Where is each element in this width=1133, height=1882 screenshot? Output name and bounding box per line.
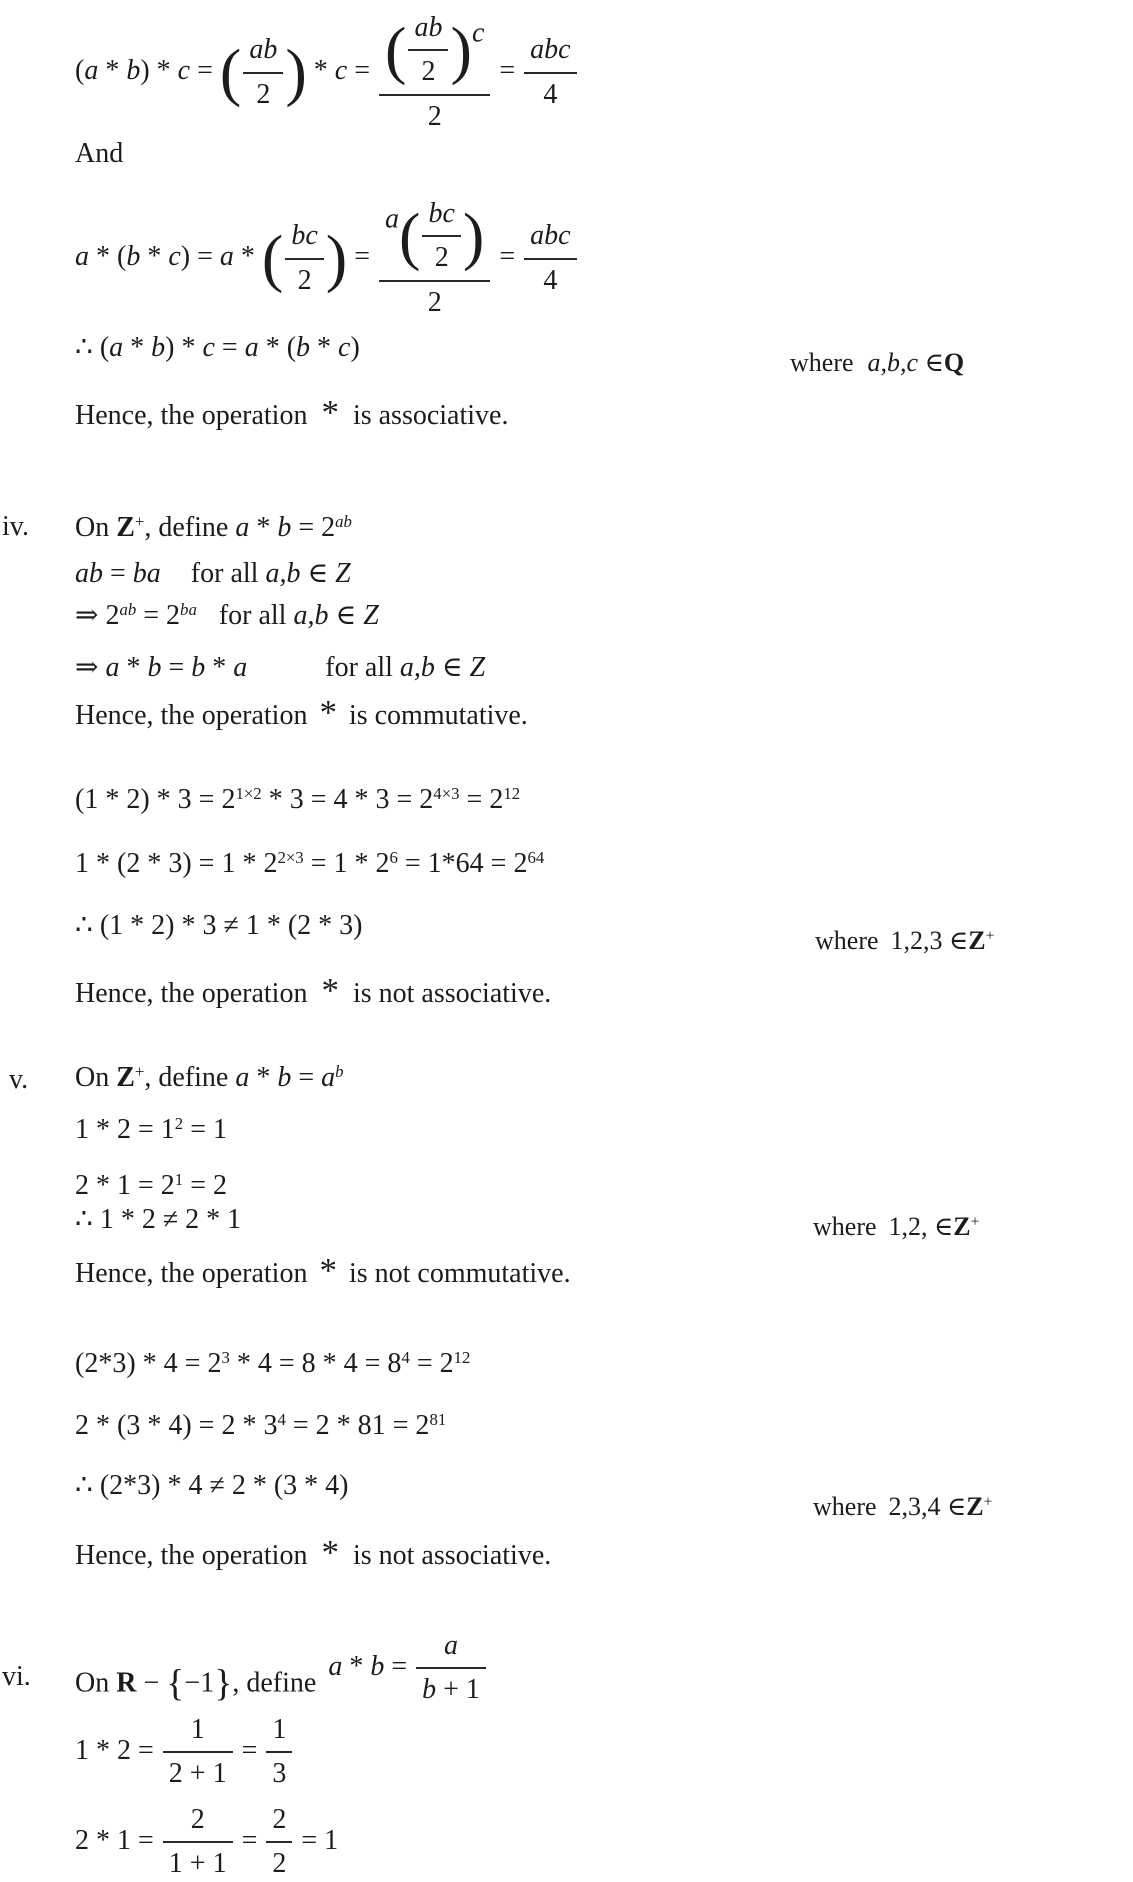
math-text: is not associative. bbox=[352, 978, 552, 1009]
math-var: b bbox=[422, 1674, 437, 1706]
math-text: 2 + 1 bbox=[168, 1758, 227, 1790]
fraction-numerator bbox=[379, 196, 490, 280]
vi-definition bbox=[75, 1628, 488, 1709]
math-superscript: 12 bbox=[453, 1347, 471, 1367]
fraction-denominator bbox=[243, 72, 283, 113]
math-text: ) * bbox=[165, 332, 203, 363]
math-text: 2 bbox=[272, 1804, 287, 1835]
star-operator: * bbox=[319, 693, 337, 732]
v-hence-not-associative bbox=[75, 1530, 551, 1576]
math-text: 4 bbox=[543, 78, 558, 110]
big-brace: { bbox=[166, 1662, 185, 1705]
math-text: * bbox=[140, 241, 169, 273]
math-text: Hence, the operation bbox=[75, 700, 308, 731]
star-operator: * bbox=[321, 393, 339, 432]
hence-associative bbox=[75, 390, 508, 436]
math-fraction bbox=[161, 1802, 235, 1882]
math-var: Z bbox=[363, 600, 379, 631]
math-var: c bbox=[168, 241, 181, 273]
math-text: 2 * 1 = 2 bbox=[75, 1170, 175, 1201]
math-text: * bbox=[306, 55, 335, 87]
math-text: 1,2, ∈ bbox=[888, 1212, 954, 1241]
math-var: b bbox=[277, 512, 292, 543]
math-text: = bbox=[103, 558, 133, 589]
math-var: a bbox=[328, 1650, 343, 1682]
math-superscript: + bbox=[134, 511, 145, 531]
paren-content bbox=[406, 12, 450, 88]
math-text: 3 bbox=[272, 1758, 287, 1790]
math-superscript: 4 bbox=[401, 1347, 410, 1367]
fraction-numerator bbox=[416, 1628, 486, 1667]
math-superscript: 6 bbox=[389, 847, 398, 867]
iv-hence-not-associative bbox=[75, 968, 551, 1014]
math-text: * bbox=[98, 55, 127, 87]
math-text: * bbox=[123, 332, 152, 363]
fraction-denominator bbox=[524, 258, 576, 299]
math-var: a bbox=[235, 512, 250, 543]
math-var: b bbox=[296, 332, 311, 363]
math-var: c bbox=[177, 55, 191, 87]
iv-not-equal bbox=[75, 908, 995, 955]
math-superscript: b bbox=[335, 1061, 344, 1081]
fraction-numerator bbox=[243, 32, 283, 71]
math-text: where bbox=[813, 1492, 877, 1521]
math-text: ∴ 1 * 2 ≠ 2 * 1 bbox=[75, 1204, 242, 1235]
math-text: * 3 = 4 * 3 = 2 bbox=[261, 784, 434, 815]
big-paren: ) bbox=[325, 222, 348, 294]
fraction-denominator bbox=[163, 1751, 233, 1792]
math-text: Hence, the operation bbox=[75, 978, 308, 1009]
math-text: 1 bbox=[190, 1714, 205, 1745]
where-annotation bbox=[815, 924, 994, 958]
v-not-equal-assoc bbox=[75, 1468, 993, 1521]
iv-ab-equals-ba bbox=[75, 556, 351, 592]
math-text: is not commutative. bbox=[348, 1258, 571, 1289]
math-var: ab bbox=[249, 34, 278, 66]
star-operator: * bbox=[321, 971, 339, 1010]
math-superscript: 4×3 bbox=[433, 783, 460, 803]
math-text: * bbox=[233, 241, 262, 273]
vi-one-star-two bbox=[75, 1712, 294, 1793]
big-paren: ( bbox=[385, 14, 407, 86]
math-text: is not associative. bbox=[352, 1540, 552, 1571]
math-text: = bbox=[492, 241, 523, 273]
math-text: = 1 bbox=[183, 1114, 227, 1145]
fraction-denominator bbox=[524, 72, 576, 113]
iv-left-assoc-eval bbox=[75, 782, 520, 818]
math-var: a bbox=[235, 1062, 250, 1093]
math-var: a bbox=[75, 241, 89, 273]
math-text: 2 * 1 = bbox=[75, 1824, 161, 1856]
math-raised-var: a bbox=[385, 203, 400, 235]
math-var: b bbox=[191, 652, 206, 683]
math-superscript: ba bbox=[180, 599, 197, 619]
paren-content bbox=[420, 198, 462, 274]
math-text: 2 bbox=[256, 78, 271, 110]
math-text: On bbox=[75, 1667, 117, 1699]
math-text: ∴ (2*3) * 4 ≠ 2 * (3 * 4) bbox=[75, 1470, 349, 1501]
paren-group bbox=[219, 34, 307, 110]
fraction-numerator bbox=[163, 1712, 233, 1751]
math-text: − bbox=[136, 1667, 167, 1699]
math-superscript: 81 bbox=[429, 1409, 447, 1429]
fraction-numerator bbox=[422, 196, 460, 235]
math-raised-var: c bbox=[471, 17, 485, 49]
math-var: a bbox=[219, 241, 234, 273]
math-text: = bbox=[384, 1650, 415, 1682]
math-text: = 1*64 = 2 bbox=[397, 848, 528, 879]
math-text: where bbox=[815, 926, 879, 955]
math-var: ab bbox=[414, 12, 443, 43]
math-text: = bbox=[190, 55, 220, 87]
math-text: = bbox=[214, 332, 245, 363]
fraction-denominator bbox=[285, 258, 323, 299]
big-paren: ) bbox=[462, 200, 485, 272]
fraction-numerator bbox=[379, 10, 490, 94]
math-set-symbol: Z bbox=[968, 926, 986, 955]
math-text: 2 bbox=[190, 1804, 205, 1835]
big-paren: ) bbox=[285, 36, 307, 108]
math-superscript: 2×3 bbox=[277, 847, 304, 867]
math-text: , define bbox=[232, 1667, 317, 1699]
fraction-numerator bbox=[524, 32, 576, 71]
v-left-assoc-eval bbox=[75, 1346, 470, 1382]
math-text: = bbox=[234, 1824, 265, 1856]
v-right-assoc-eval bbox=[75, 1408, 446, 1444]
math-text: = bbox=[492, 55, 523, 87]
math-superscript: + bbox=[970, 1213, 980, 1231]
math-var: a bbox=[105, 652, 120, 683]
math-fraction bbox=[241, 32, 285, 113]
math-text: is associative. bbox=[352, 400, 509, 431]
math-superscript: ab bbox=[119, 599, 137, 619]
math-fraction bbox=[522, 218, 578, 299]
math-text: * bbox=[119, 652, 148, 683]
math-text: * ( bbox=[89, 241, 127, 273]
math-text: is commutative. bbox=[348, 700, 528, 731]
math-text: = 2 bbox=[459, 784, 504, 815]
math-fraction bbox=[377, 10, 492, 135]
math-text: (2*3) * 4 = 2 bbox=[75, 1348, 222, 1379]
big-paren: ) bbox=[450, 14, 472, 86]
fraction-denominator bbox=[379, 280, 490, 321]
math-text: 1 + 1 bbox=[168, 1848, 227, 1880]
math-text: 2 bbox=[421, 56, 436, 88]
math-text: −1 bbox=[184, 1667, 215, 1699]
math-var: a,b bbox=[399, 652, 435, 683]
math-text: = 2 bbox=[136, 600, 181, 631]
math-set-symbol: Z bbox=[116, 1062, 135, 1093]
math-text: = 1 bbox=[294, 1824, 339, 1856]
math-var: Z bbox=[335, 558, 351, 589]
fraction-numerator bbox=[266, 1802, 292, 1841]
math-text: where bbox=[790, 348, 854, 377]
v-hence-not-commutative bbox=[75, 1248, 571, 1294]
math-text: 2 * (3 * 4) = 2 * 3 bbox=[75, 1410, 278, 1441]
big-brace: } bbox=[214, 1662, 233, 1705]
iv-definition bbox=[75, 510, 352, 546]
math-var: a bbox=[84, 55, 99, 87]
math-text: * bbox=[205, 652, 234, 683]
math-text: * bbox=[342, 1650, 371, 1682]
paren-content bbox=[283, 220, 325, 296]
math-superscript: 1×2 bbox=[235, 783, 262, 803]
math-text: 4 bbox=[543, 264, 558, 296]
assoc-rhs-expansion bbox=[75, 196, 579, 321]
fraction-numerator bbox=[266, 1712, 292, 1751]
math-superscript: 4 bbox=[277, 1409, 286, 1429]
math-var: b bbox=[147, 652, 162, 683]
fraction-denominator bbox=[422, 235, 460, 276]
math-var: a bbox=[233, 652, 248, 683]
math-var: a,b bbox=[265, 558, 301, 589]
math-var: a bbox=[109, 332, 124, 363]
paren-content bbox=[241, 34, 285, 110]
big-paren: ( bbox=[399, 200, 421, 272]
and-connector bbox=[75, 136, 123, 172]
math-superscript: 12 bbox=[503, 783, 521, 803]
assoc-lhs-expansion bbox=[75, 10, 579, 135]
math-text: = 2 bbox=[291, 512, 336, 543]
v-two-star-one bbox=[75, 1168, 227, 1204]
math-superscript: 1 bbox=[174, 1169, 184, 1189]
star-operator: * bbox=[319, 1251, 337, 1290]
math-set-symbol: R bbox=[116, 1667, 137, 1699]
iv-exp-equality bbox=[75, 598, 379, 634]
math-text: = bbox=[234, 1734, 265, 1766]
math-superscript: + bbox=[134, 1061, 145, 1081]
math-text: 1 * (2 * 3) = 1 * 2 bbox=[75, 848, 278, 879]
where-annotation bbox=[790, 346, 964, 380]
fraction-denominator bbox=[266, 1841, 292, 1882]
math-set-symbol: Z bbox=[953, 1212, 971, 1241]
math-var: bc bbox=[291, 220, 318, 252]
math-superscript: 64 bbox=[527, 847, 545, 867]
math-fraction bbox=[264, 1802, 294, 1882]
math-text: ∈ bbox=[918, 348, 944, 377]
math-text: , define bbox=[144, 1062, 236, 1093]
math-var: ba bbox=[132, 558, 161, 589]
math-fraction bbox=[406, 10, 450, 91]
paren-group bbox=[399, 198, 485, 274]
math-text: ) * bbox=[140, 55, 178, 87]
math-text: * ( bbox=[258, 332, 297, 363]
fraction-numerator bbox=[524, 218, 576, 257]
where-annotation bbox=[813, 1490, 992, 1524]
math-fraction bbox=[377, 196, 492, 321]
math-text: = bbox=[347, 241, 378, 273]
math-var: bc bbox=[428, 198, 455, 229]
math-var: a bbox=[444, 1630, 459, 1661]
math-var: c bbox=[338, 332, 351, 363]
math-text: 2 bbox=[427, 100, 442, 132]
big-paren: ( bbox=[261, 222, 284, 294]
math-text: = 1 * 2 bbox=[303, 848, 390, 879]
fraction-denominator bbox=[266, 1751, 292, 1792]
math-text: * bbox=[249, 1062, 278, 1093]
fraction-denominator bbox=[408, 49, 448, 90]
math-text: = 2 bbox=[409, 1348, 454, 1379]
math-text: ∈ bbox=[434, 652, 470, 683]
item-label-iv: iv. bbox=[2, 511, 29, 542]
math-superscript: + bbox=[983, 1493, 993, 1511]
math-text: ⇒ 2 bbox=[75, 600, 120, 631]
paren-group bbox=[261, 220, 348, 296]
item-label-vi: vi. bbox=[2, 1661, 31, 1692]
math-fraction bbox=[522, 32, 578, 113]
math-superscript: + bbox=[985, 927, 995, 945]
math-text: ∴ (1 * 2) * 3 ≠ 1 * (2 * 3) bbox=[75, 910, 363, 941]
math-var: a,b,c bbox=[867, 348, 919, 377]
math-text: * bbox=[310, 332, 339, 363]
math-text: 1,2,3 ∈ bbox=[890, 926, 969, 955]
math-text: ( bbox=[75, 55, 85, 87]
math-text: 1 bbox=[272, 1714, 287, 1745]
math-text: 2,3,4 ∈ bbox=[888, 1492, 967, 1521]
math-text: where bbox=[813, 1212, 877, 1241]
math-var: Z bbox=[469, 652, 486, 683]
math-text: for all bbox=[218, 600, 294, 631]
math-var: b bbox=[370, 1650, 385, 1682]
math-fraction bbox=[264, 1712, 294, 1793]
math-var: a,b bbox=[293, 600, 329, 631]
math-text: On bbox=[75, 512, 117, 543]
math-set-symbol: Q bbox=[943, 348, 965, 377]
math-fraction bbox=[283, 218, 325, 299]
where-annotation bbox=[813, 1210, 979, 1244]
iv-star-commutes bbox=[75, 650, 485, 686]
fraction-denominator bbox=[416, 1667, 486, 1708]
math-text: Hence, the operation bbox=[75, 1540, 308, 1571]
math-fraction bbox=[161, 1712, 235, 1793]
math-text: = bbox=[347, 55, 378, 87]
math-set-symbol: Z bbox=[966, 1492, 984, 1521]
fraction-numerator bbox=[163, 1802, 233, 1841]
math-var: b bbox=[126, 241, 141, 273]
math-superscript: ab bbox=[335, 511, 352, 531]
math-text: (1 * 2) * 3 = 2 bbox=[75, 784, 236, 815]
iv-hence-commutative bbox=[75, 690, 528, 736]
math-text: = 2 bbox=[183, 1170, 227, 1201]
v-one-star-two bbox=[75, 1112, 227, 1148]
math-var: b bbox=[126, 55, 141, 87]
math-var: ab bbox=[75, 558, 103, 589]
item-label-v: v. bbox=[9, 1064, 29, 1095]
fraction-denominator bbox=[163, 1841, 233, 1882]
math-text: , define bbox=[144, 512, 236, 543]
math-text: = bbox=[291, 1062, 322, 1093]
math-set-symbol: Z bbox=[116, 512, 135, 543]
math-text: for all bbox=[190, 558, 266, 589]
raised-formula bbox=[328, 1630, 488, 1706]
fraction-denominator bbox=[379, 94, 490, 135]
math-text: Hence, the operation bbox=[75, 400, 308, 431]
math-text: ∴ ( bbox=[75, 332, 110, 363]
iv-right-assoc-eval bbox=[75, 846, 544, 882]
math-text: ) = bbox=[180, 241, 220, 273]
big-paren: ( bbox=[219, 36, 242, 108]
math-var: b bbox=[277, 1062, 292, 1093]
math-text: for all bbox=[325, 652, 400, 683]
math-text: = bbox=[161, 652, 192, 683]
math-var: c bbox=[202, 332, 215, 363]
math-fraction bbox=[414, 1628, 488, 1709]
math-text: + 1 bbox=[436, 1674, 480, 1706]
math-text: 2 bbox=[297, 264, 312, 296]
math-superscript: 3 bbox=[221, 1347, 230, 1367]
math-text: ∈ bbox=[300, 558, 336, 589]
math-text: * bbox=[249, 512, 278, 543]
fraction-numerator bbox=[285, 218, 323, 257]
math-var: b bbox=[151, 332, 166, 363]
math-var: abc bbox=[530, 220, 571, 252]
math-text: And bbox=[75, 138, 124, 169]
math-text: 1 * 2 = bbox=[75, 1734, 161, 1766]
paren-group bbox=[385, 12, 472, 88]
math-var: abc bbox=[530, 34, 571, 66]
star-operator: * bbox=[321, 1533, 339, 1572]
vi-two-star-one bbox=[75, 1802, 338, 1882]
math-var: c bbox=[334, 55, 348, 87]
math-text: 2 bbox=[427, 286, 442, 318]
v-definition bbox=[75, 1060, 344, 1096]
math-fraction bbox=[420, 196, 462, 277]
v-not-equal bbox=[75, 1202, 980, 1241]
math-text: 2 bbox=[434, 242, 449, 274]
math-text: 1 * 2 = 1 bbox=[75, 1114, 175, 1145]
math-text: On bbox=[75, 1062, 117, 1093]
math-text: ⇒ bbox=[75, 652, 106, 683]
math-text: ∈ bbox=[328, 600, 364, 631]
math-var: a bbox=[244, 332, 259, 363]
assoc-conclusion bbox=[75, 330, 965, 377]
fraction-numerator bbox=[408, 10, 448, 49]
math-text: Hence, the operation bbox=[75, 1258, 308, 1289]
math-var: a bbox=[321, 1062, 336, 1093]
math-text: * 4 = 8 * 4 = 8 bbox=[229, 1348, 402, 1379]
math-text: ) bbox=[350, 332, 360, 363]
math-text: = 2 * 81 = 2 bbox=[285, 1410, 430, 1441]
math-text: 2 bbox=[272, 1848, 287, 1880]
math-superscript: 2 bbox=[174, 1113, 184, 1133]
